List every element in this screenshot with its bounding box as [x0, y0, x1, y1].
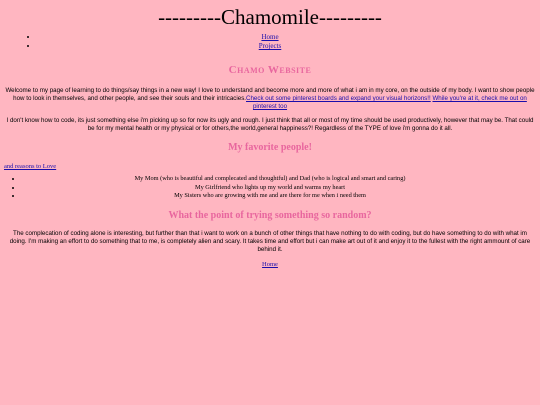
coding-paragraph: I don't know how to code, its just something else i'm picking up so for now its ugly and rough. I just think that all or most of my time should be used productively, however that may be. That could be for my mental health or my physical or for others,the world,general happiness?! Regardless of the TYPE of love i'm gonna do it all.	[6, 117, 534, 132]
pinterest-profile-link[interactable]: While you're at it, check me out on pinterest too	[252, 95, 527, 110]
bottom-nav-item-home	[0, 260, 540, 269]
reasons-to-love-link[interactable]: and reasons to Love	[4, 163, 57, 170]
favorites-heading: My favorite people!	[228, 142, 312, 153]
random-heading: What the point of trying something so random?	[168, 209, 372, 221]
nav-link-projects[interactable]: Projects	[258, 42, 282, 50]
nav-item-projects	[38, 42, 540, 51]
nav-link-home[interactable]: Home	[261, 33, 279, 41]
page	[0, 4, 540, 405]
list-item: • My Girlfriend who lights up my world and warms my heart	[22, 184, 540, 193]
list-item: • My Mom (who is beautiful and complecated and thoughtful) and Dad (who is logical and smart and caring)	[22, 175, 540, 184]
random-paragraph: The complecation of coding alone is interesting, but further than that i want to work on a bunch of other things that have nothing to do with coding, but do have something to do with what im doing. I'm making an effort to do something that to me, is completely alien and scary. It takes time and effort but i can make art out of it and enjoy it to the fullest with the right ammount of care behind it.	[9, 229, 531, 253]
nav-item-home	[38, 33, 540, 42]
main-heading: Chamo Website	[228, 64, 312, 76]
top-nav	[0, 33, 540, 51]
bottom-nav	[0, 260, 540, 269]
intro-text: Welcome to my page of learning to do things/say things in a new way! I love to understand and become more and more of what i am in my core, on the outside of my body. I want to show people how to look in themselves, and other people, and see their souls and their intricacies.	[5, 87, 535, 102]
pinterest-boards-link[interactable]: Check out some pinterest boards and expand your visual horizons!!	[246, 95, 431, 102]
intro-paragraph	[4, 87, 536, 111]
site-title: ---------Chamomile---------	[158, 5, 382, 29]
list-item: • My Sisters who are growing with me and are there for me when i need them	[22, 192, 540, 201]
favorite-people-list	[0, 175, 540, 201]
bottom-home-link[interactable]: Home	[262, 260, 278, 268]
